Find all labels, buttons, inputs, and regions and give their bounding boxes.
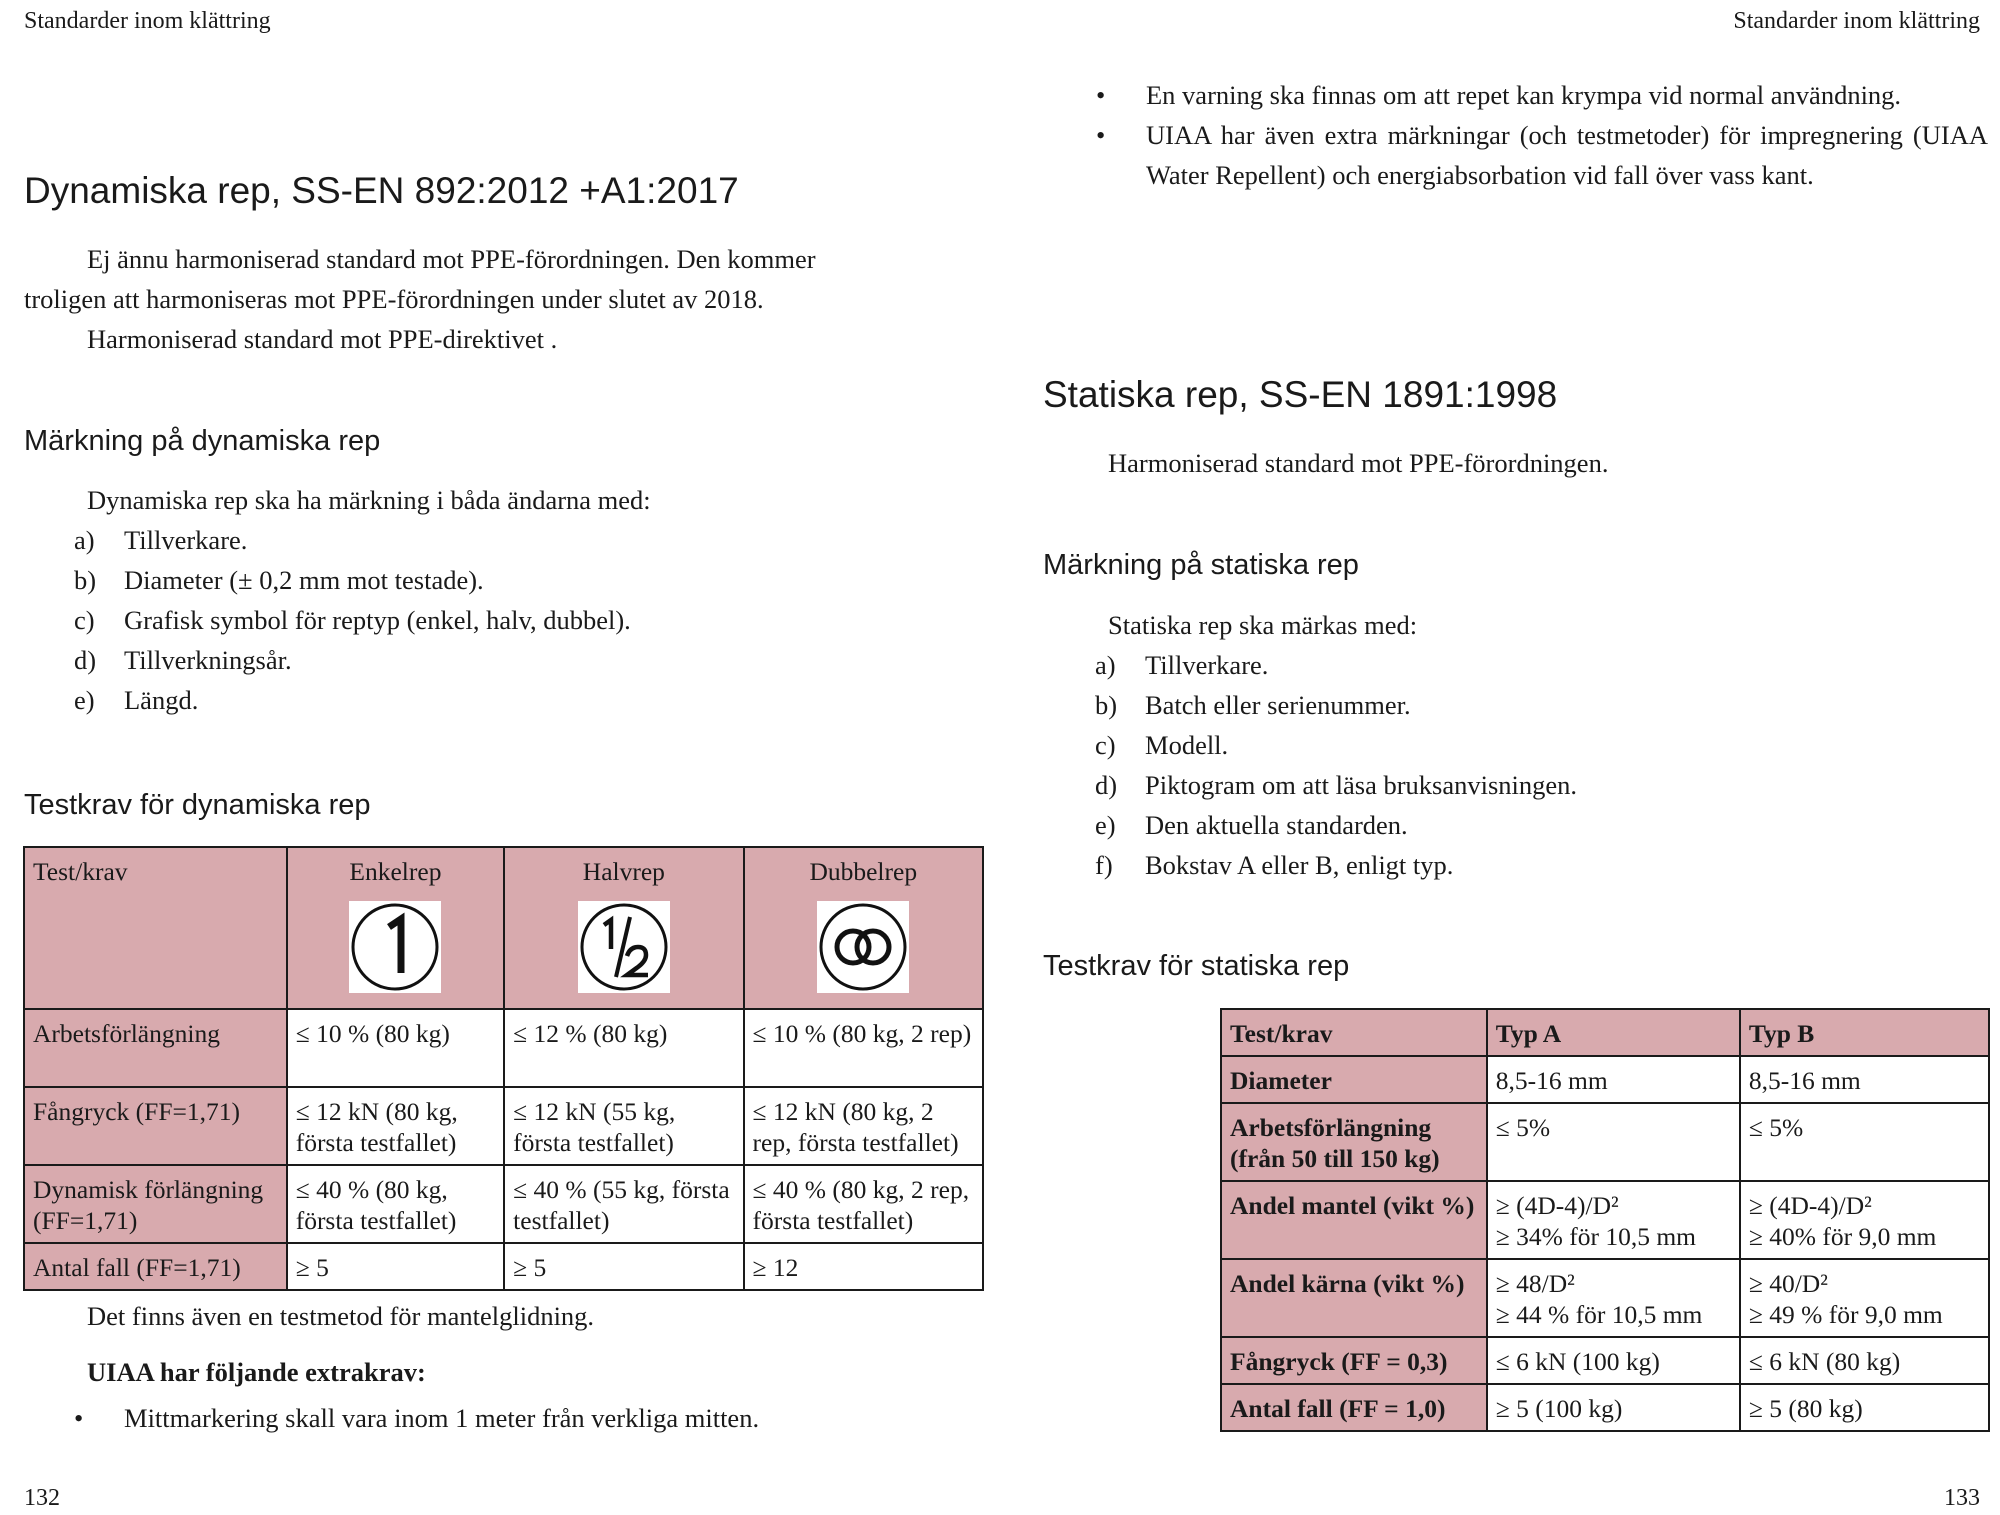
list-marker: f) (1095, 850, 1113, 880)
table-cell: ≥ 48/D² ≥ 44 % för 10,5 mm (1487, 1259, 1740, 1337)
list-marker: d) (74, 645, 97, 675)
table-cell: ≤ 40 % (80 kg, första testfallet) (287, 1165, 504, 1243)
list-marker: a) (74, 525, 95, 555)
list-item-text: Modell. (1145, 730, 1229, 760)
table-row-label: Dynamisk förlängning (FF=1,71) (24, 1165, 287, 1243)
table-row-label: Fångryck (FF = 0,3) (1221, 1337, 1487, 1384)
table-cell: ≤ 5% (1740, 1103, 1989, 1181)
list-marker: a) (1095, 650, 1116, 680)
list-item (74, 520, 974, 560)
intro-paragraph-2: Harmoniserad standard mot PPE-direktivet . (87, 324, 558, 354)
marking-list-static (1095, 645, 1975, 885)
table-cell: ≥ 5 (504, 1243, 743, 1290)
list-marker: c) (1095, 730, 1116, 760)
table-cell: ≥ 40/D² ≥ 49 % för 9,0 mm (1740, 1259, 1989, 1337)
list-marker: d) (1095, 770, 1118, 800)
table-row (1221, 1181, 1989, 1259)
table-cell: ≤ 10 % (80 kg) (287, 1009, 504, 1087)
table-header-label: Halvrep (582, 857, 665, 886)
table-cell: ≥ (4D-4)/D² ≥ 40% för 9,0 mm (1740, 1181, 1989, 1259)
running-header-right: Standarder inom klättring (1733, 8, 1980, 34)
list-item-text: Bokstav A eller B, enligt typ. (1145, 850, 1454, 880)
table-header-cell: Typ B (1740, 1009, 1989, 1056)
list-item (1095, 805, 1975, 845)
list-item (74, 600, 974, 640)
page-number-right: 133 (1944, 1485, 1980, 1511)
table-row-label: Antal fall (FF=1,71) (24, 1243, 287, 1290)
list-item-text: Tillverkningsår. (124, 645, 292, 675)
table-header-label: Dubbelrep (809, 857, 918, 886)
table-row (1221, 1103, 1989, 1181)
table-header-cell: Test/krav (1221, 1009, 1487, 1056)
table-row-label: Arbetsförlängning (24, 1009, 287, 1087)
table-cell: ≥ 5 (287, 1243, 504, 1290)
table-row (1221, 1259, 1989, 1337)
page-title-static-ropes: Statiska rep, SS-EN 1891:1998 (1043, 374, 1558, 415)
list-item-text: Längd. (124, 685, 199, 715)
list-marker: c) (74, 605, 95, 635)
list-item-text: Tillverkare. (1145, 650, 1269, 680)
running-header-left: Standarder inom klättring (24, 8, 271, 34)
list-marker: e) (74, 685, 95, 715)
table-row (24, 1243, 983, 1290)
table-header-row (1221, 1009, 1989, 1056)
page-number-left: 132 (24, 1485, 60, 1511)
table-row-label: Andel mantel (vikt %) (1221, 1181, 1487, 1259)
list-item (1095, 725, 1975, 765)
list-marker: b) (74, 565, 97, 595)
list-item-text: Batch eller serienummer. (1145, 690, 1411, 720)
list-marker: b) (1095, 690, 1118, 720)
table-row (1221, 1337, 1989, 1384)
intro-paragraph-line2: troligen att harmoniseras mot PPE-förordningen under slutet av 2018. (24, 284, 764, 314)
list-item (1095, 765, 1975, 805)
table-cell: ≥ 5 (80 kg) (1740, 1384, 1989, 1431)
table-cell: ≥ (4D-4)/D² ≥ 34% för 10,5 mm (1487, 1181, 1740, 1259)
table-row-label: Antal fall (FF = 1,0) (1221, 1384, 1487, 1431)
table-row (24, 1087, 983, 1165)
list-marker: e) (1095, 810, 1116, 840)
table-row (1221, 1384, 1989, 1431)
table-row-label: Diameter (1221, 1056, 1487, 1103)
list-item-text: UIAA har även extra märkningar (och testmetoder) för impregnering (UIAA Water Repellent) och energiabsorbation vid fall över vass kant. (1146, 120, 1988, 190)
table-header-cell-twin (744, 847, 983, 1009)
table-header-cell-half (504, 847, 743, 1009)
table-row (24, 1009, 983, 1087)
table-cell: 8,5-16 mm (1487, 1056, 1740, 1103)
static-intro: Harmoniserad standard mot PPE-förordningen. (1108, 448, 1609, 478)
uiaa-bullet-list-continued (1090, 75, 1988, 195)
list-item-text: Mittmarkering skall vara inom 1 meter från verkliga mitten. (124, 1403, 760, 1433)
list-item: • En varning ska finnas om att repet kan krympa vid normal användning. (1096, 80, 1902, 110)
marking-list-dynamic (74, 520, 974, 720)
list-item (74, 680, 974, 720)
list-item (1095, 645, 1975, 685)
list-item-text: En varning ska finnas om att repet kan krympa vid normal användning. (1146, 80, 1902, 110)
table-header-row (24, 847, 983, 1009)
table-cell: ≥ 5 (100 kg) (1487, 1384, 1740, 1431)
table-header-cell-single (287, 847, 504, 1009)
table-cell: ≤ 6 kN (100 kg) (1487, 1337, 1740, 1384)
table-cell: ≤ 10 % (80 kg, 2 rep) (744, 1009, 983, 1087)
table-header-cell: Test/krav (24, 847, 287, 1009)
half-rope-symbol-icon (578, 901, 670, 993)
table-row-label: Fångryck (FF=1,71) (24, 1087, 287, 1165)
table-header-cell: Typ A (1487, 1009, 1740, 1056)
uiaa-bullet-list (68, 1398, 968, 1438)
list-item (74, 560, 974, 600)
table-row (1221, 1056, 1989, 1103)
twin-rope-symbol-icon (817, 901, 909, 993)
table-cell: 8,5-16 mm (1740, 1056, 1989, 1103)
list-item (1095, 685, 1975, 725)
dynamic-rope-requirements-table (23, 846, 984, 1291)
list-item (74, 640, 974, 680)
page-title-dynamic-ropes: Dynamiska rep, SS-EN 892:2012 +A1:2017 (24, 170, 739, 211)
table-cell: ≤ 40 % (55 kg, första testfallet) (504, 1165, 743, 1243)
after-table-text: Det finns även en testmetod för mantelglidning. (87, 1301, 595, 1331)
table-cell: ≤ 5% (1487, 1103, 1740, 1181)
list-item: • UIAA har även extra märkningar (och testmetoder) för impregnering (UIAA Water Repellent) och energiabsorbation vid fall över vass kant. (1096, 120, 1988, 190)
table-row (24, 1165, 983, 1243)
list-item-text: Den aktuella standarden. (1145, 810, 1408, 840)
section-heading-test-static: Testkrav för statiska rep (1043, 950, 1350, 982)
list-item-text: Diameter (± 0,2 mm mot testade). (124, 565, 484, 595)
table-header-label: Enkelrep (349, 857, 442, 886)
table-row-label: Arbetsförlängning (från 50 till 150 kg) (1221, 1103, 1487, 1181)
list-item (1095, 845, 1975, 885)
list-item-text: Grafisk symbol för reptyp (enkel, halv, dubbel). (124, 605, 631, 635)
single-rope-symbol-icon (349, 901, 441, 993)
list-item-text: Tillverkare. (124, 525, 248, 555)
table-cell: ≤ 40 % (80 kg, 2 rep, första testfallet) (744, 1165, 983, 1243)
table-row-label: Andel kärna (vikt %) (1221, 1259, 1487, 1337)
marking-intro-static: Statiska rep ska märkas med: (1108, 610, 1418, 640)
table-cell: ≥ 12 (744, 1243, 983, 1290)
section-heading-test-dynamic: Testkrav för dynamiska rep (24, 789, 371, 821)
table-cell: ≤ 12 kN (80 kg, första testfallet) (287, 1087, 504, 1165)
static-rope-requirements-table (1220, 1008, 1990, 1432)
marking-intro-dynamic: Dynamiska rep ska ha märkning i båda ändarna med: (87, 485, 651, 515)
section-heading-marking-static: Märkning på statiska rep (1043, 549, 1359, 581)
list-item-text: Piktogram om att läsa bruksanvisningen. (1145, 770, 1578, 800)
table-cell: ≤ 6 kN (80 kg) (1740, 1337, 1989, 1384)
intro-paragraph-line1: Ej ännu harmoniserad standard mot PPE-förordningen. Den kommer (87, 244, 816, 274)
section-heading-marking-dynamic: Märkning på dynamiska rep (24, 425, 381, 457)
uiaa-heading: UIAA har följande extrakrav: (87, 1357, 426, 1387)
table-cell: ≤ 12 kN (55 kg, första testfallet) (504, 1087, 743, 1165)
table-cell: ≤ 12 kN (80 kg, 2 rep, första testfallet) (744, 1087, 983, 1165)
table-cell: ≤ 12 % (80 kg) (504, 1009, 743, 1087)
list-item: • Mittmarkering skall vara inom 1 meter från verkliga mitten. (74, 1403, 760, 1433)
